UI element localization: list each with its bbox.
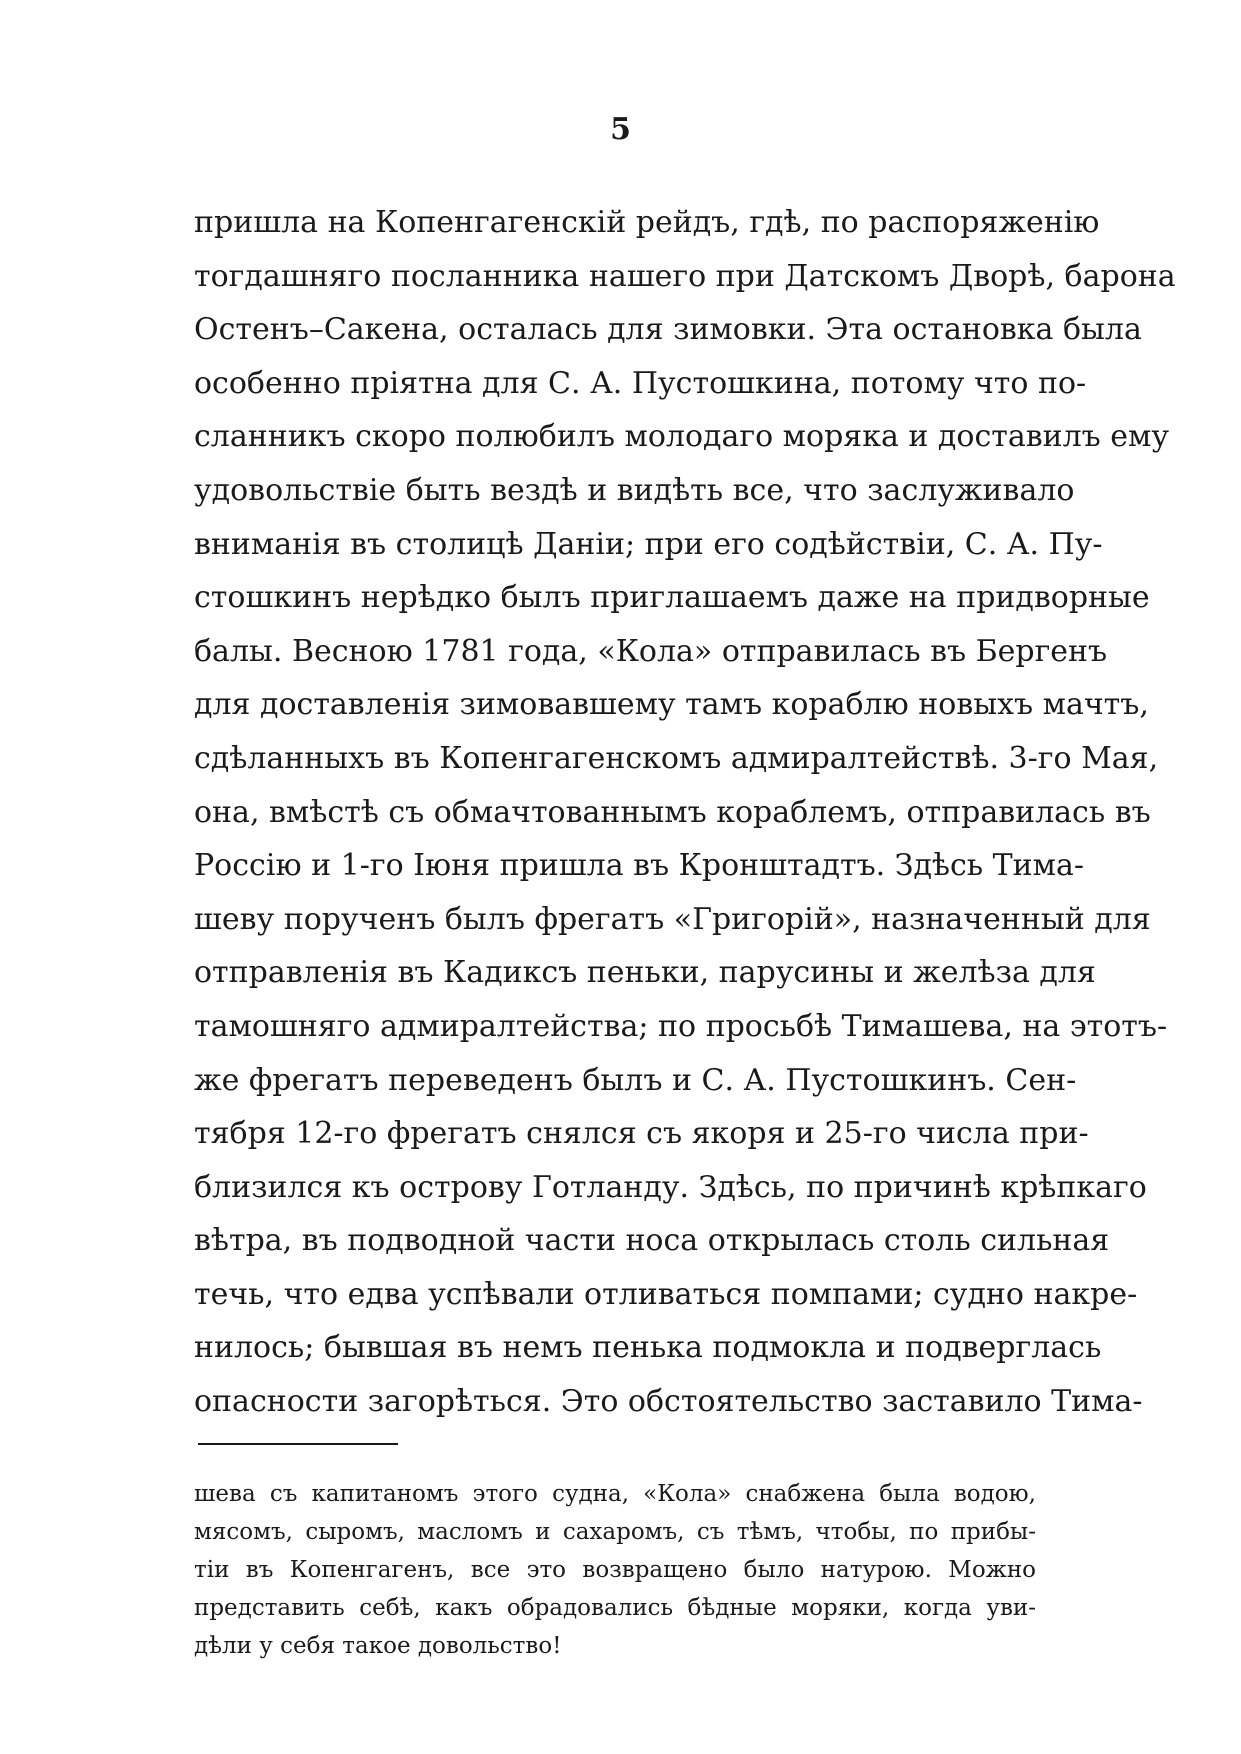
- text-line: вниманія въ столицѣ Даніи; при его содѣйствіи, С. А. Пу-: [194, 526, 1103, 562]
- text-line: она, вмѣстѣ съ обмачтованнымъ кораблемъ, отправилась въ: [194, 794, 1151, 830]
- text-line: шеву порученъ былъ фрегатъ «Григорій», назначенный для: [194, 901, 1151, 937]
- text-line: тогдашняго посланника нашего при Датскомъ Дворѣ, барона: [194, 258, 1176, 294]
- footnote: [194, 1475, 1036, 1665]
- text-line: удовольствіе быть вездѣ и видѣть все, что заслуживало: [194, 472, 1075, 508]
- text-line: для доставленія зимовавшему тамъ кораблю новыхъ мачтъ,: [194, 687, 1149, 723]
- page-number: 5: [610, 112, 631, 147]
- text-line: сдѣланныхъ въ Копенгагенскомъ адмиралтействѣ. 3-го Мая,: [194, 740, 1159, 776]
- text-line: сланникъ скоро полюбилъ молодаго моряка и доставилъ ему: [194, 419, 1170, 455]
- text-line: тамошняго адмиралтейства; по просьбѣ Тимашева, на этотъ-: [194, 1008, 1168, 1044]
- text-line: же фрегатъ переведенъ былъ и С. А. Пустошкинъ. Сен-: [194, 1062, 1077, 1098]
- text-line: пришла на Копенгагенскій рейдъ, гдѣ, по распоряженію: [194, 205, 1100, 240]
- text-line: опасности загорѣться. Это обстоятельство заставило Тима-: [194, 1384, 1143, 1420]
- text-line: течь, что едва успѣвали отливаться помпами; судно накре-: [194, 1276, 1138, 1312]
- text-line: Остенъ–Сакена, осталась для зимовки. Эта остановка была: [194, 312, 1142, 348]
- text-line: стошкинъ нерѣдко былъ приглашаемъ даже на придворные: [194, 580, 1150, 616]
- footnote-line: дѣли у себя такое довольство!: [194, 1633, 562, 1659]
- text-line: балы. Весною 1781 года, «Кола» отправилась въ Бергенъ: [194, 633, 1108, 669]
- text-line: близился къ острову Готланду. Здѣсь, по причинѣ крѣпкаго: [194, 1169, 1147, 1205]
- footnote-line: тіи въ Копенгагенъ, все это возвращено было натурою. Можно: [194, 1557, 1036, 1583]
- text-line: особенно пріятна для С. А. Пустошкина, потому что по-: [194, 365, 1087, 401]
- text-line: отправленія въ Кадиксъ пеньки, парусины и желѣза для: [194, 955, 1096, 991]
- text-line: вѣтра, въ подводной части носа открылась столь сильная: [194, 1223, 1110, 1259]
- footnote-divider: [198, 1443, 398, 1445]
- text-line: Россію и 1-го Іюня пришла въ Кронштадтъ. Здѣсь Тима-: [194, 848, 1085, 884]
- footnote-line: мясомъ, сыромъ, масломъ и сахаромъ, съ тѣмъ, чтобы, по прибы-: [194, 1519, 1036, 1545]
- text-line: нилось; бывшая въ немъ пенька подмокла и подверглась: [194, 1330, 1102, 1366]
- main-text: [194, 196, 1176, 1429]
- footnote-line: шева съ капитаномъ этого судна, «Кола» снабжена была водою,: [194, 1481, 1036, 1507]
- text-line: тября 12-го фрегатъ снялся съ якоря и 25-го числа при-: [194, 1116, 1089, 1152]
- footnote-line: представить себѣ, какъ обрадовались бѣдные моряки, когда уви-: [194, 1595, 1036, 1621]
